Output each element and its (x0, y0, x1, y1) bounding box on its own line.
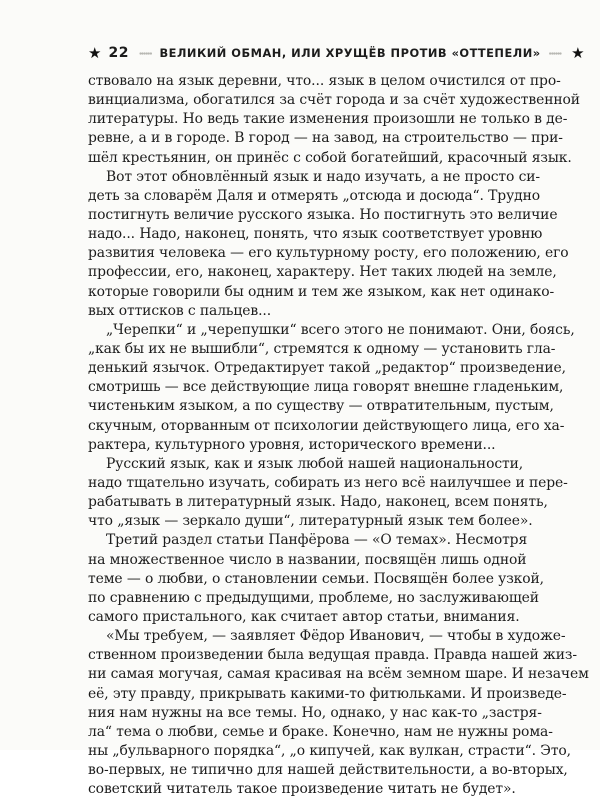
text-line: ственном произведении была ведущая правда. Правда нашей жиз- (88, 647, 577, 664)
text-line: «Мы требуем, — заявляет Фёдор Иванович, — чтобы в художе- (106, 628, 566, 645)
text-line: постигнуть величие русского языка. Но постигнуть это величие (88, 206, 558, 223)
text-line: Вот этот обновлённый язык и надо изучать, а не просто си- (106, 168, 541, 185)
text-line: теме — о любви, о становлении семьи. Посвящён более узкой, (88, 570, 544, 587)
text-line: шёл крестьянин, он принёс с собой богатейший, красочный язык. (88, 149, 572, 166)
text-line: ни самая могучая, самая красивая на всём земном шаре. И незачем (88, 666, 589, 683)
text-line: что „язык — зеркало души“, литературный язык тем более». (88, 513, 533, 530)
text-line: чистеньким языком, а по существу — отвратительным, пустым, (88, 398, 554, 415)
text-line: развития человека — его культурному росту, его положению, его (88, 245, 569, 262)
text-line: скучным, оторванным от психологии действующего лица, его ха- (88, 417, 565, 434)
text-line: Русский язык, как и язык любой нашей национальности, (106, 455, 524, 472)
text-line: ревне, а и в городе. В город — на завод, на строительство — при- (88, 130, 563, 147)
text-line: её, эту правду, прикрывать какими-то фитюльками. И произведе- (88, 685, 567, 702)
text-line: Третий раздел статьи Панфёрова — «О темах». Несмотря (106, 532, 528, 549)
text-line: на множественное число в названии, посвящён лишь одной (88, 551, 527, 568)
star-icon: ★ (571, 43, 585, 62)
text-line: вых оттисков с пальцев... (88, 302, 272, 319)
text-line: винциализма, обогатился за счёт города и за счёт художественной (88, 92, 580, 109)
text-line: денький язычок. Отредактирует такой „редактор“ произведение, (88, 360, 566, 377)
text-line: по сравнению с предыдущими, проблеме, но заслуживающей (88, 589, 539, 606)
text-line: во-первых, не типично для нашей действительности, а во-вторых, (88, 762, 568, 779)
text-line: самого пристального, как считает автор статьи, внимания. (88, 608, 520, 625)
text-line: ния нам нужны на все темы. Но, однако, у нас как-то „застря- (88, 704, 542, 721)
text-line: надо тщательно изучать, собирать из него всё наилучшее и пере- (88, 474, 568, 491)
star-icon: ★ (88, 43, 102, 62)
running-header (88, 43, 585, 63)
text-line: которые говорили бы одним и тем же языком, как нет одинако- (88, 283, 555, 300)
body-text (88, 72, 589, 799)
text-line: советский читатель такое произведение читать не будет». (88, 781, 516, 798)
text-line: ны „бульварного порядка“, „о кипучей, как вулкан, страсти“. Это, (88, 742, 571, 759)
text-line: рактера, культурного уровня, исторического времени... (88, 436, 496, 453)
text-line: литературы. Но ведь такие изменения произошли не только в де- (88, 111, 568, 128)
text-line: „как бы их не вышибли“, стремятся к одному — установить гла- (88, 340, 556, 357)
page-number: 22 (108, 45, 129, 61)
text-line: надо... Надо, наконец, понять, что язык соответствует уровню (88, 226, 543, 243)
running-title: ВЕЛИКИЙ ОБМАН, ИЛИ ХРУЩЁВ ПРОТИВ «ОТТЕПЕЛИ» (159, 46, 541, 60)
text-line: рабатывать в литературный язык. Надо, наконец, всем понять, (88, 494, 548, 511)
text-line: ла“ тема о любви, семье и браке. Конечно, нам не нужны рома- (88, 723, 553, 740)
text-line: ствовало на язык деревни, что... язык в целом очистился от про- (88, 73, 561, 89)
ornament-right: ꞏꞏꞏꞏꞏꞏ (548, 49, 562, 60)
text-line: профессии, его, наконец, характеру. Нет таких людей на земле, (88, 264, 557, 281)
text-line: смотришь — все действующие лица говорят внешне гладеньким, (88, 379, 564, 396)
text-line: „Черепки“ и „черепушки“ всего этого не понимают. Они, боясь, (106, 321, 575, 338)
ornament-left: ꞏꞏꞏꞏꞏꞏ (138, 49, 152, 60)
text-line: деть за словарём Даля и отмерять „отсюда и досюда“. Трудно (88, 187, 541, 204)
